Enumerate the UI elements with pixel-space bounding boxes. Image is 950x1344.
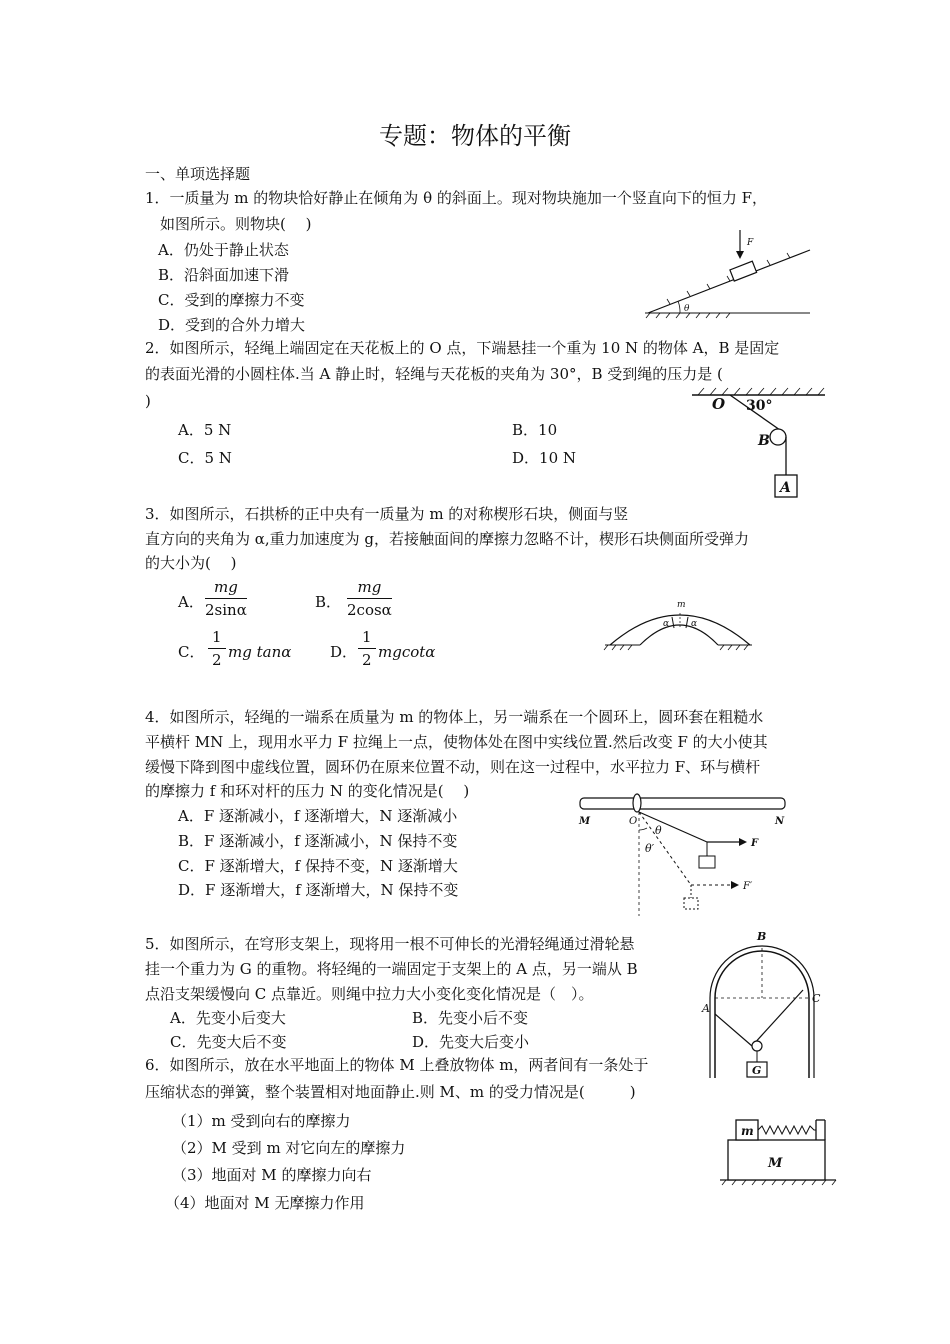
q3-stem-line2: 直方向的夹角为 α,重力加速度为 g，若接触面间的摩擦力忽略不计，楔形石块侧面所受弹力 [145, 530, 750, 548]
q3-option-a-fraction [205, 578, 247, 619]
q4-option-a: A．F 逐渐减小，f 逐渐增大，N 逐渐减小 [178, 807, 458, 825]
q4-option-d: D．F 逐渐增大，f 逐渐增大，N 保持不变 [178, 881, 459, 899]
q5-option-b: B．先变小后不变 [412, 1009, 529, 1027]
q1-option-a: A．仍处于静止状态 [158, 241, 289, 259]
q5-option-d: D．先变大后变小 [412, 1033, 530, 1051]
q4-force-f2: F′ [743, 881, 753, 892]
q2-point-b: B [758, 433, 770, 449]
q3-option-d-fraction [358, 628, 376, 669]
q3-option-d-expression: mgcotα [378, 643, 436, 661]
q5-stem-line2: 挂一个重力为 G 的重物。将轻绳的一端固定于支架上的 A 点，另一端从 B [145, 960, 638, 978]
q3-option-a-numerator: mg [205, 578, 247, 599]
q4-stem-line2: 平横杆 MN 上，现用水平力 F 拉绳上一点，使物体处在图中实线位置.然后改变 F 的大小使其 [145, 733, 768, 751]
q3-option-b-label: B． [315, 593, 342, 611]
q3-option-d-denominator: 2 [362, 651, 372, 669]
q2-block-label: A [780, 480, 791, 496]
q1-angle-label: θ [684, 304, 690, 314]
q1-option-d: D．受到的合外力增大 [158, 316, 306, 334]
q3-stem-line3: 的大小为( ) [145, 554, 237, 572]
q1-incline-figure [640, 225, 820, 320]
q3-option-a-label: A． [178, 593, 204, 611]
q3-option-d-numerator: 1 [358, 628, 376, 649]
q4-option-b: B．F 逐渐减小，f 逐渐减小，N 保持不变 [178, 832, 458, 850]
q4-stem-line4: 的摩擦力 f 和环对杆的压力 N 的变化情况是( ) [145, 782, 470, 800]
q3-option-c-fraction [208, 628, 226, 669]
q3-option-b-denominator: 2cosα [347, 601, 392, 619]
q3-option-c-denominator: 2 [212, 651, 222, 669]
q5-stem-line3: 点沿支架缓慢向 C 点靠近。则绳中拉力大小变化变化情况是（ ）。 [145, 985, 594, 1003]
q1-stem-line2: 如图所示。则物块( ) [160, 215, 312, 233]
q6-item-1: （1）m 受到向右的摩擦力 [172, 1112, 351, 1130]
q5-option-a: A．先变小后变大 [170, 1009, 286, 1027]
q4-stem-line3: 缓慢下降到图中虚线位置，圆环仍在原来位置不动，则在这一过程中，水平拉力 F、环与横杆 [145, 758, 761, 776]
q2-option-b: B．10 [512, 421, 558, 439]
q6-stem-line2: 压缩状态的弹簧，整个装置相对地面静止.则 M、m 的受力情况是( ) [145, 1083, 636, 1101]
page-title: 专题：物体的平衡 [379, 122, 571, 150]
q3-alpha-right: α [691, 619, 698, 629]
q3-option-b-fraction [347, 578, 392, 619]
q3-arch-bridge-figure [600, 595, 760, 655]
q2-stem-line1: 2．如图所示，轻绳上端固定在天花板上的 O 点，下端悬挂一个重为 10 N 的物体 A，B 是固定 [145, 339, 780, 357]
q3-option-c-label: C． [178, 643, 205, 661]
q5-point-c: C [812, 992, 821, 1005]
q4-end-n: N [775, 816, 785, 827]
q2-option-c: C．5 N [178, 449, 232, 467]
q1-option-c: C．受到的摩擦力不变 [158, 291, 305, 309]
q3-option-b-numerator: mg [347, 578, 392, 599]
q4-rod-figure [575, 790, 795, 918]
q2-angle-label: 30° [746, 398, 773, 414]
q3-option-d-label: D． [330, 643, 358, 661]
q2-option-a: A．5 N [178, 421, 232, 439]
q3-option-c-expression: mg tanα [228, 643, 292, 661]
q2-pulley-figure [690, 385, 830, 503]
section-heading: 一、单项选择题 [145, 165, 251, 183]
q4-ring-o: O [629, 816, 638, 827]
q6-small-block-label: m [741, 1124, 754, 1138]
q4-stem-line1: 4．如图所示，轻绳的一端系在质量为 m 的物体上，另一端系在一个圆环上，圆环套在粗糙水 [145, 708, 764, 726]
q3-alpha-left: α [663, 619, 670, 629]
q4-angle-theta2: θ′ [645, 842, 655, 855]
q5-point-a: A [702, 1002, 710, 1015]
q6-item-3: （3）地面对 M 的摩擦力向右 [172, 1166, 372, 1184]
q5-point-b: B [757, 930, 767, 943]
q1-option-b: B．沿斜面加速下滑 [158, 266, 290, 284]
q3-option-c-numerator: 1 [208, 628, 226, 649]
q4-end-m: M [579, 816, 591, 827]
q3-option-a-denominator: 2sinα [205, 601, 247, 619]
q4-option-c: C．F 逐渐增大，f 保持不变，N 逐渐增大 [178, 857, 458, 875]
q2-stem-line2: 的表面光滑的小圆柱体.当 A 静止时，轻绳与天花板的夹角为 30°，B 受到绳的压力是 ( [145, 365, 723, 383]
q1-stem-line1: 1．一质量为 m 的物块恰好静止在倾角为 θ 的斜面上。现对物块施加一个竖直向下的恒力 F， [145, 189, 768, 207]
q4-force-f: F [751, 838, 759, 849]
q2-stem-line3: ) [145, 392, 151, 410]
q5-option-c: C．先变大后不变 [170, 1033, 287, 1051]
q4-angle-theta: θ [655, 824, 662, 837]
q6-stem-line1: 6．如图所示，放在水平地面上的物体 M 上叠放物体 m，两者间有一条处于 [145, 1056, 649, 1074]
q5-arch-support-figure [700, 928, 825, 1088]
q6-item-2: （2）M 受到 m 对它向左的摩擦力 [172, 1139, 406, 1157]
q6-item-4: （4）地面对 M 无摩擦力作用 [165, 1194, 365, 1212]
q6-spring-blocks-figure [718, 1112, 838, 1187]
q3-mass-label: m [677, 600, 686, 610]
q1-force-label: F [747, 238, 754, 248]
q5-stem-line1: 5．如图所示，在穹形支架上，现将用一根不可伸长的光滑轻绳通过滑轮悬 [145, 935, 635, 953]
q3-stem-line1: 3．如图所示，石拱桥的正中央有一质量为 m 的对称楔形石块，侧面与竖 [145, 505, 629, 523]
q2-option-d: D．10 N [512, 449, 577, 467]
q6-big-block-label: M [768, 1156, 783, 1171]
q5-weight-label: G [752, 1064, 762, 1077]
q2-point-o: O [712, 395, 726, 413]
